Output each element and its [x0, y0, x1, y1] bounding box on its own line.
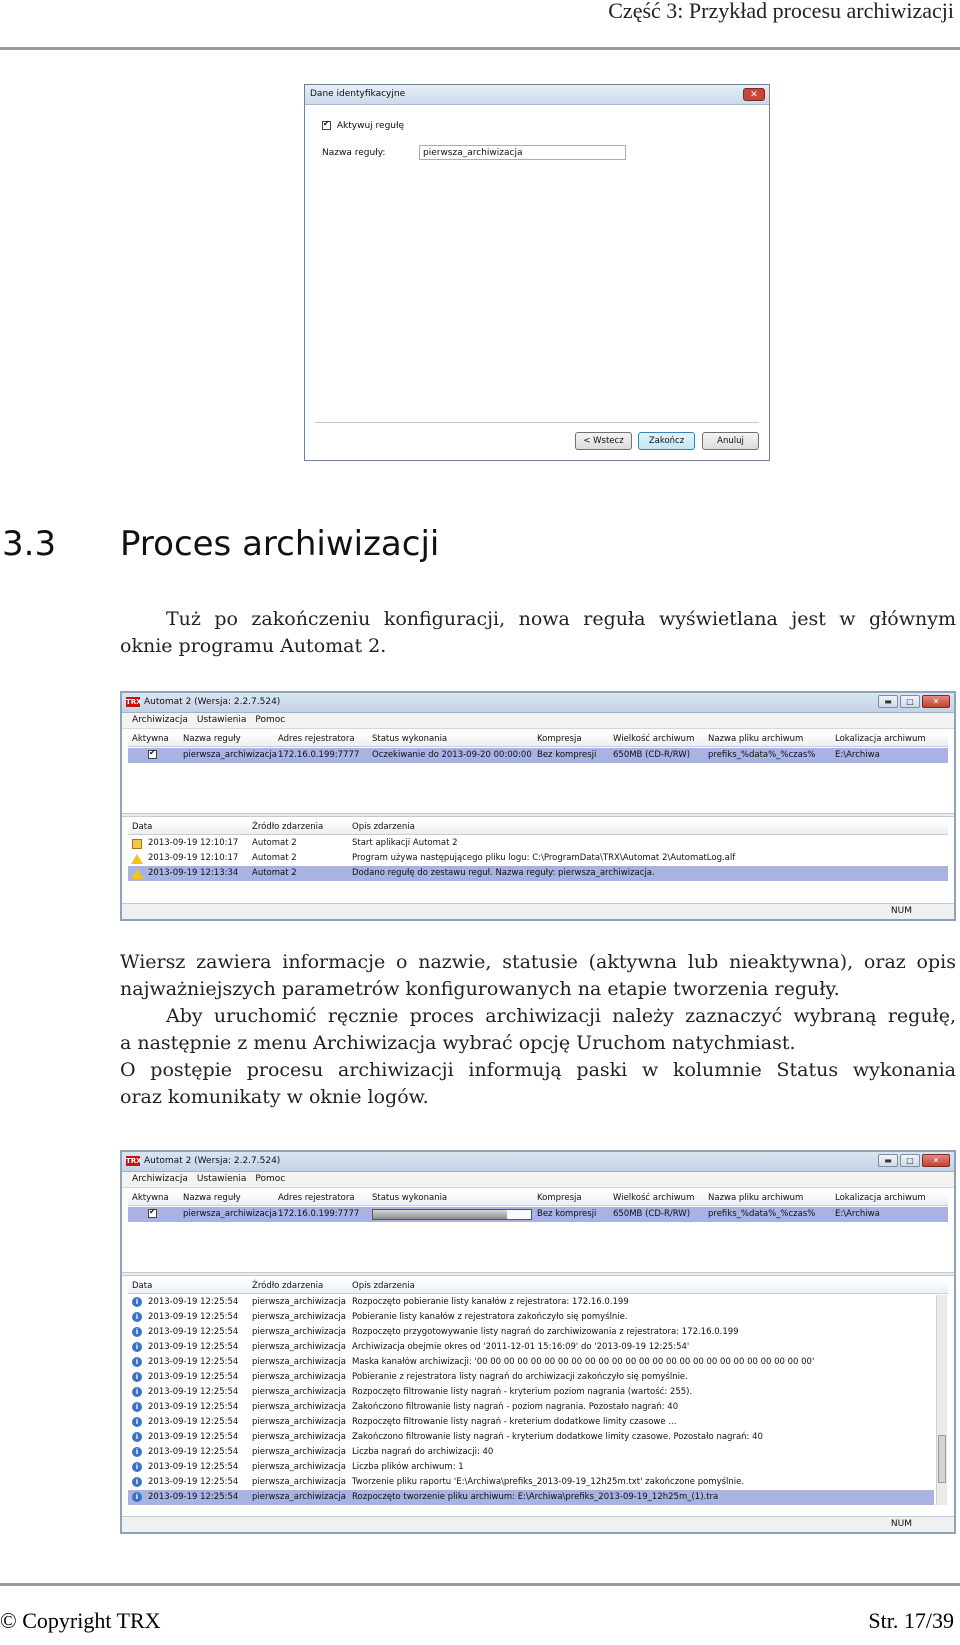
paragraph-3-line-1: O postępie procesu archiwizacji informują paski w kolumnie Status wykonania: [120, 1059, 956, 1081]
log-date: 2013-09-19 12:10:17: [148, 838, 239, 848]
log-row[interactable]: [128, 1460, 934, 1475]
window-title: Automat 2 (Wersja: 2.2.7.524): [144, 697, 281, 707]
rule-file-name: prefiks_%data%_%czas%: [708, 1209, 816, 1219]
num-lock-indicator: NUM: [890, 906, 912, 916]
log-date: 2013-09-19 12:10:17: [148, 853, 239, 863]
col-location[interactable]: Lokalizacja archiwum: [835, 1193, 926, 1203]
log-row[interactable]: [128, 1415, 934, 1430]
log-desc: Rozpoczęto pobieranie listy kanałów z rejestratora: 172.16.0.199: [352, 1297, 629, 1307]
log-source: pierwsza_archiwizacja: [252, 1327, 346, 1337]
info-icon: i: [132, 1357, 142, 1367]
warning-icon: [131, 869, 143, 879]
close-button[interactable]: ✕: [922, 1154, 950, 1167]
log-desc: Pobieranie listy kanałów z rejestratora zakończyło się pomyślnie.: [352, 1312, 628, 1322]
log-date: 2013-09-19 12:25:54: [148, 1432, 239, 1442]
active-rule-checkbox[interactable]: [322, 121, 331, 130]
info-icon: i: [132, 1297, 142, 1307]
log-col-date[interactable]: Data: [132, 822, 153, 832]
log-date: 2013-09-19 12:25:54: [148, 1372, 239, 1382]
log-desc: Dodano regułę do zestawu reguł. Nazwa reguły: pierwsza_archiwizacja.: [352, 868, 655, 878]
menu-ustawienia[interactable]: Ustawienia: [196, 1174, 247, 1184]
log-row[interactable]: [128, 1445, 934, 1460]
rule-name-label: Nazwa reguły:: [322, 148, 386, 158]
log-desc: Rozpoczęto filtrowanie listy nagrań - kreterium dodatkowe limity czasowe ...: [352, 1417, 677, 1427]
paragraph-3-line-2: oraz komunikaty w oknie logów.: [120, 1086, 429, 1108]
log-date: 2013-09-19 12:25:54: [148, 1447, 239, 1457]
status-bar: [122, 1516, 954, 1532]
dialog-title: Dane identyfikacyjne: [310, 89, 406, 99]
log-source: pierwsza_archiwizacja: [252, 1357, 346, 1367]
running-header: Część 3: Przykład procesu archiwizacji: [608, 0, 954, 23]
identification-dialog: [304, 84, 770, 461]
log-date: 2013-09-19 12:25:54: [148, 1297, 239, 1307]
col-compression[interactable]: Kompresja: [537, 1193, 582, 1203]
log-scrollbar-thumb[interactable]: [938, 1435, 946, 1483]
log-date: 2013-09-19 12:25:54: [148, 1312, 239, 1322]
col-status[interactable]: Status wykonania: [372, 1193, 448, 1203]
log-desc: Rozpoczęto przygotowywanie listy nagrań do zarchiwizowania z rejestratora: 172.16.0.199: [352, 1327, 739, 1337]
warning-icon: [131, 854, 143, 864]
col-file-name[interactable]: Nazwa pliku archiwum: [708, 1193, 804, 1203]
log-desc: Pobieranie z rejestratora listy nagrań do archiwizacji zakończyło się pomyślnie.: [352, 1372, 688, 1382]
log-source: Automat 2: [252, 853, 297, 863]
active-rule-row[interactable]: [322, 121, 404, 131]
rule-address: 172.16.0.199:7777: [278, 750, 360, 760]
intro-line-1: Tuż po zakończeniu konfiguracji, nowa reguła wyświetlana jest w głównym: [166, 608, 956, 630]
log-desc: Rozpoczęto filtrowanie listy nagrań - kryterium poziom nagrania (wartość: 255).: [352, 1387, 693, 1397]
log-desc: Start aplikacji Automat 2: [352, 838, 458, 848]
info-icon: i: [132, 1402, 142, 1412]
archive-progress-bar: [372, 1209, 532, 1220]
trx-logo: TRX: [126, 698, 142, 706]
window-titlebar: [122, 1152, 954, 1172]
archive-progress-fill: [373, 1210, 507, 1219]
close-button[interactable]: ✕: [922, 695, 950, 708]
log-scrollbar[interactable]: [936, 1295, 947, 1505]
log-date: 2013-09-19 12:25:54: [148, 1477, 239, 1487]
trx-logo: TRX: [126, 1157, 142, 1165]
log-desc: Tworzenie pliku raportu 'E:\Archiwa\prefiks_2013-09-19_12h25m.txt' zakończone pomyślnie.: [352, 1477, 745, 1487]
info-icon: i: [132, 1462, 142, 1472]
rule-location: E:\Archiwa: [835, 750, 880, 760]
rule-row[interactable]: [128, 748, 948, 763]
log-table-header: [128, 1279, 948, 1294]
log-row[interactable]: [128, 1310, 934, 1325]
info-icon: i: [132, 1327, 142, 1337]
minimize-button[interactable]: ▬: [878, 695, 898, 708]
log-date: 2013-09-19 12:25:54: [148, 1402, 239, 1412]
log-desc: Zakończono filtrowanie listy nagrań - poziom nagrania. Pozostało nagrań: 40: [352, 1402, 679, 1412]
info-icon: i: [132, 1372, 142, 1382]
log-row[interactable]: [128, 1370, 934, 1385]
log-date: 2013-09-19 12:13:34: [148, 868, 239, 878]
info-icon: i: [132, 1432, 142, 1442]
rule-compression: Bez kompresji: [537, 750, 597, 760]
log-source: pierwsza_archiwizacja: [252, 1462, 346, 1472]
log-desc: Archiwizacja obejmie okres od '2011-12-01 15:16:09' do '2013-09-19 12:25:54': [352, 1342, 690, 1352]
col-size[interactable]: Wielkość archiwum: [613, 1193, 695, 1203]
log-source: pierwsza_archiwizacja: [252, 1477, 346, 1487]
section-number: 3.3: [2, 524, 57, 564]
col-active[interactable]: Aktywna: [132, 734, 169, 744]
rule-status: Oczekiwanie do 2013-09-20 00:00:00: [372, 750, 532, 760]
col-active[interactable]: Aktywna: [132, 1193, 169, 1203]
info-icon: i: [132, 1492, 142, 1502]
log-col-desc[interactable]: Opis zdarzenia: [352, 1281, 415, 1291]
log-col-desc[interactable]: Opis zdarzenia: [352, 822, 415, 832]
maximize-button[interactable]: □: [900, 1154, 920, 1167]
status-bar: [122, 903, 954, 919]
cancel-button[interactable]: Anuluj: [702, 432, 759, 450]
dialog-titlebar: [305, 85, 769, 105]
log-date: 2013-09-19 12:25:54: [148, 1492, 239, 1502]
finish-button[interactable]: Zakończ: [638, 432, 695, 450]
info-icon: i: [132, 1477, 142, 1487]
log-source: pierwsza_archiwizacja: [252, 1387, 346, 1397]
log-source: pierwsza_archiwizacja: [252, 1402, 346, 1412]
log-source: pierwsza_archiwizacja: [252, 1492, 346, 1502]
page-number: Str. 17/39: [868, 1608, 954, 1633]
log-date: 2013-09-19 12:25:54: [148, 1417, 239, 1427]
back-button[interactable]: < Wstecz: [575, 432, 632, 450]
col-rule-name[interactable]: Nazwa reguły: [183, 1193, 241, 1203]
log-row[interactable]: [128, 836, 948, 851]
log-source: pierwsza_archiwizacja: [252, 1342, 346, 1352]
info-icon: i: [132, 1417, 142, 1427]
rule-size: 650MB (CD-R/RW): [613, 1209, 691, 1219]
col-location[interactable]: Lokalizacja archiwum: [835, 734, 926, 744]
active-rule-label: Aktywuj regułę: [336, 121, 405, 131]
menu-pomoc[interactable]: Pomoc: [255, 1174, 286, 1184]
log-desc: Rozpoczęto tworzenie pliku archiwum: E:\Archiwa\prefiks_2013-09-19_12h25m_(1).tra: [352, 1492, 719, 1502]
log-col-source[interactable]: Źródło zdarzenia: [252, 822, 324, 832]
log-source: pierwsza_archiwizacja: [252, 1432, 346, 1442]
section-title: Proces archiwizacji: [120, 524, 440, 564]
pane-splitter[interactable]: [122, 1272, 954, 1276]
rule-name: pierwsza_archiwizacja: [183, 1209, 277, 1219]
log-row[interactable]: [128, 1325, 934, 1340]
automat-window-1: [120, 691, 956, 921]
rule-active-checkbox[interactable]: [148, 750, 157, 759]
log-date: 2013-09-19 12:25:54: [148, 1327, 239, 1337]
col-compression[interactable]: Kompresja: [537, 734, 582, 744]
rules-table-header: [128, 1191, 948, 1206]
info-icon: i: [132, 1447, 142, 1457]
log-source: pierwsza_archiwizacja: [252, 1312, 346, 1322]
paragraph-1-line-2: najważniejszych parametrów konfigurowanych na etapie tworzenia reguły.: [120, 978, 840, 1000]
rule-row[interactable]: [128, 1207, 948, 1222]
col-address[interactable]: Adres rejestratora: [278, 734, 355, 744]
log-source: pierwsza_archiwizacja: [252, 1447, 346, 1457]
log-source: pierwsza_archiwizacja: [252, 1417, 346, 1427]
header-rule: [0, 47, 960, 50]
log-table-header: [128, 820, 948, 835]
paragraph-2-line-1: Aby uruchomić ręcznie proces archiwizacji należy zaznaczyć wybraną regułę,: [166, 1005, 956, 1027]
log-desc: Liczba nagrań do archiwizacji: 40: [352, 1447, 494, 1457]
log-desc: Liczba plików archiwum: 1: [352, 1462, 464, 1472]
col-size[interactable]: Wielkość archiwum: [613, 734, 695, 744]
log-row[interactable]: [128, 1475, 934, 1490]
dialog-separator: [315, 422, 759, 423]
log-source: Automat 2: [252, 868, 297, 878]
log-row[interactable]: [128, 866, 948, 881]
col-file-name[interactable]: Nazwa pliku archiwum: [708, 734, 804, 744]
log-row[interactable]: [128, 1490, 934, 1505]
intro-line-2: oknie programu Automat 2.: [120, 635, 387, 657]
log-col-date[interactable]: Data: [132, 1281, 153, 1291]
automat-window-2: [120, 1150, 956, 1534]
menu-archiwizacja[interactable]: Archiwizacja: [132, 715, 188, 725]
rule-location: E:\Archiwa: [835, 1209, 880, 1219]
pane-splitter[interactable]: [122, 813, 954, 817]
log-desc: Zakończono filtrowanie listy nagrań - kryterium dodatkowe limity czasowe. Pozostało nagrań: 40: [352, 1432, 763, 1442]
rule-active-checkbox[interactable]: [148, 1209, 157, 1218]
log-date: 2013-09-19 12:25:54: [148, 1342, 239, 1352]
log-source: Automat 2: [252, 838, 297, 848]
log-desc: Maska kanałów archiwizacji: '00 00 00 00 00 00 00 00 00 00 00 00 00 00 00 00 00 00 00 00 00 00 00 00 00': [352, 1357, 815, 1367]
copyright: © Copyright TRX: [0, 1608, 161, 1633]
window-title: Automat 2 (Wersja: 2.2.7.524): [144, 1156, 281, 1166]
col-address[interactable]: Adres rejestratora: [278, 1193, 355, 1203]
menu-bar: [122, 1172, 954, 1188]
num-lock-indicator: NUM: [890, 1519, 912, 1529]
log-source: pierwsza_archiwizacja: [252, 1297, 346, 1307]
log-row[interactable]: [128, 1355, 934, 1370]
menu-bar: [122, 713, 954, 729]
info-icon: i: [132, 1387, 142, 1397]
rule-name: pierwsza_archiwizacja: [183, 750, 277, 760]
paragraph-1-line-1: Wiersz zawiera informacje o nazwie, statusie (aktywna lub nieaktywna), oraz opis: [120, 951, 956, 973]
minimize-button[interactable]: ▬: [878, 1154, 898, 1167]
log-desc: Program używa następującego pliku logu: C:\ProgramData\TRX\Automat 2\AutomatLog.alf: [352, 853, 736, 863]
menu-archiwizacja[interactable]: Archiwizacja: [132, 1174, 188, 1184]
log-date: 2013-09-19 12:25:54: [148, 1462, 239, 1472]
rule-name-input[interactable]: pierwsza_archiwizacja: [419, 145, 626, 160]
note-icon: [132, 839, 142, 849]
col-rule-name[interactable]: Nazwa reguły: [183, 734, 241, 744]
log-row[interactable]: [128, 1340, 934, 1355]
rule-file-name: prefiks_%data%_%czas%: [708, 750, 816, 760]
menu-pomoc[interactable]: Pomoc: [255, 715, 286, 725]
log-row[interactable]: [128, 1295, 934, 1310]
log-row[interactable]: [128, 851, 948, 866]
col-status[interactable]: Status wykonania: [372, 734, 448, 744]
dialog-close-button[interactable]: ✕: [743, 88, 765, 101]
rule-compression: Bez kompresji: [537, 1209, 597, 1219]
rules-table-header: [128, 732, 948, 747]
log-row[interactable]: [128, 1400, 934, 1415]
info-icon: i: [132, 1312, 142, 1322]
log-col-source[interactable]: Źródło zdarzenia: [252, 1281, 324, 1291]
rule-address: 172.16.0.199:7777: [278, 1209, 360, 1219]
footer-rule: [0, 1583, 960, 1586]
rule-size: 650MB (CD-R/RW): [613, 750, 691, 760]
log-row[interactable]: [128, 1430, 934, 1445]
log-row[interactable]: [128, 1385, 934, 1400]
info-icon: i: [132, 1342, 142, 1352]
log-date: 2013-09-19 12:25:54: [148, 1357, 239, 1367]
window-titlebar: [122, 693, 954, 713]
log-source: pierwsza_archiwizacja: [252, 1372, 346, 1382]
maximize-button[interactable]: □: [900, 695, 920, 708]
paragraph-2-line-2: a następnie z menu Archiwizacja wybrać opcję Uruchom natychmiast.: [120, 1032, 796, 1054]
log-date: 2013-09-19 12:25:54: [148, 1387, 239, 1397]
menu-ustawienia[interactable]: Ustawienia: [196, 715, 247, 725]
